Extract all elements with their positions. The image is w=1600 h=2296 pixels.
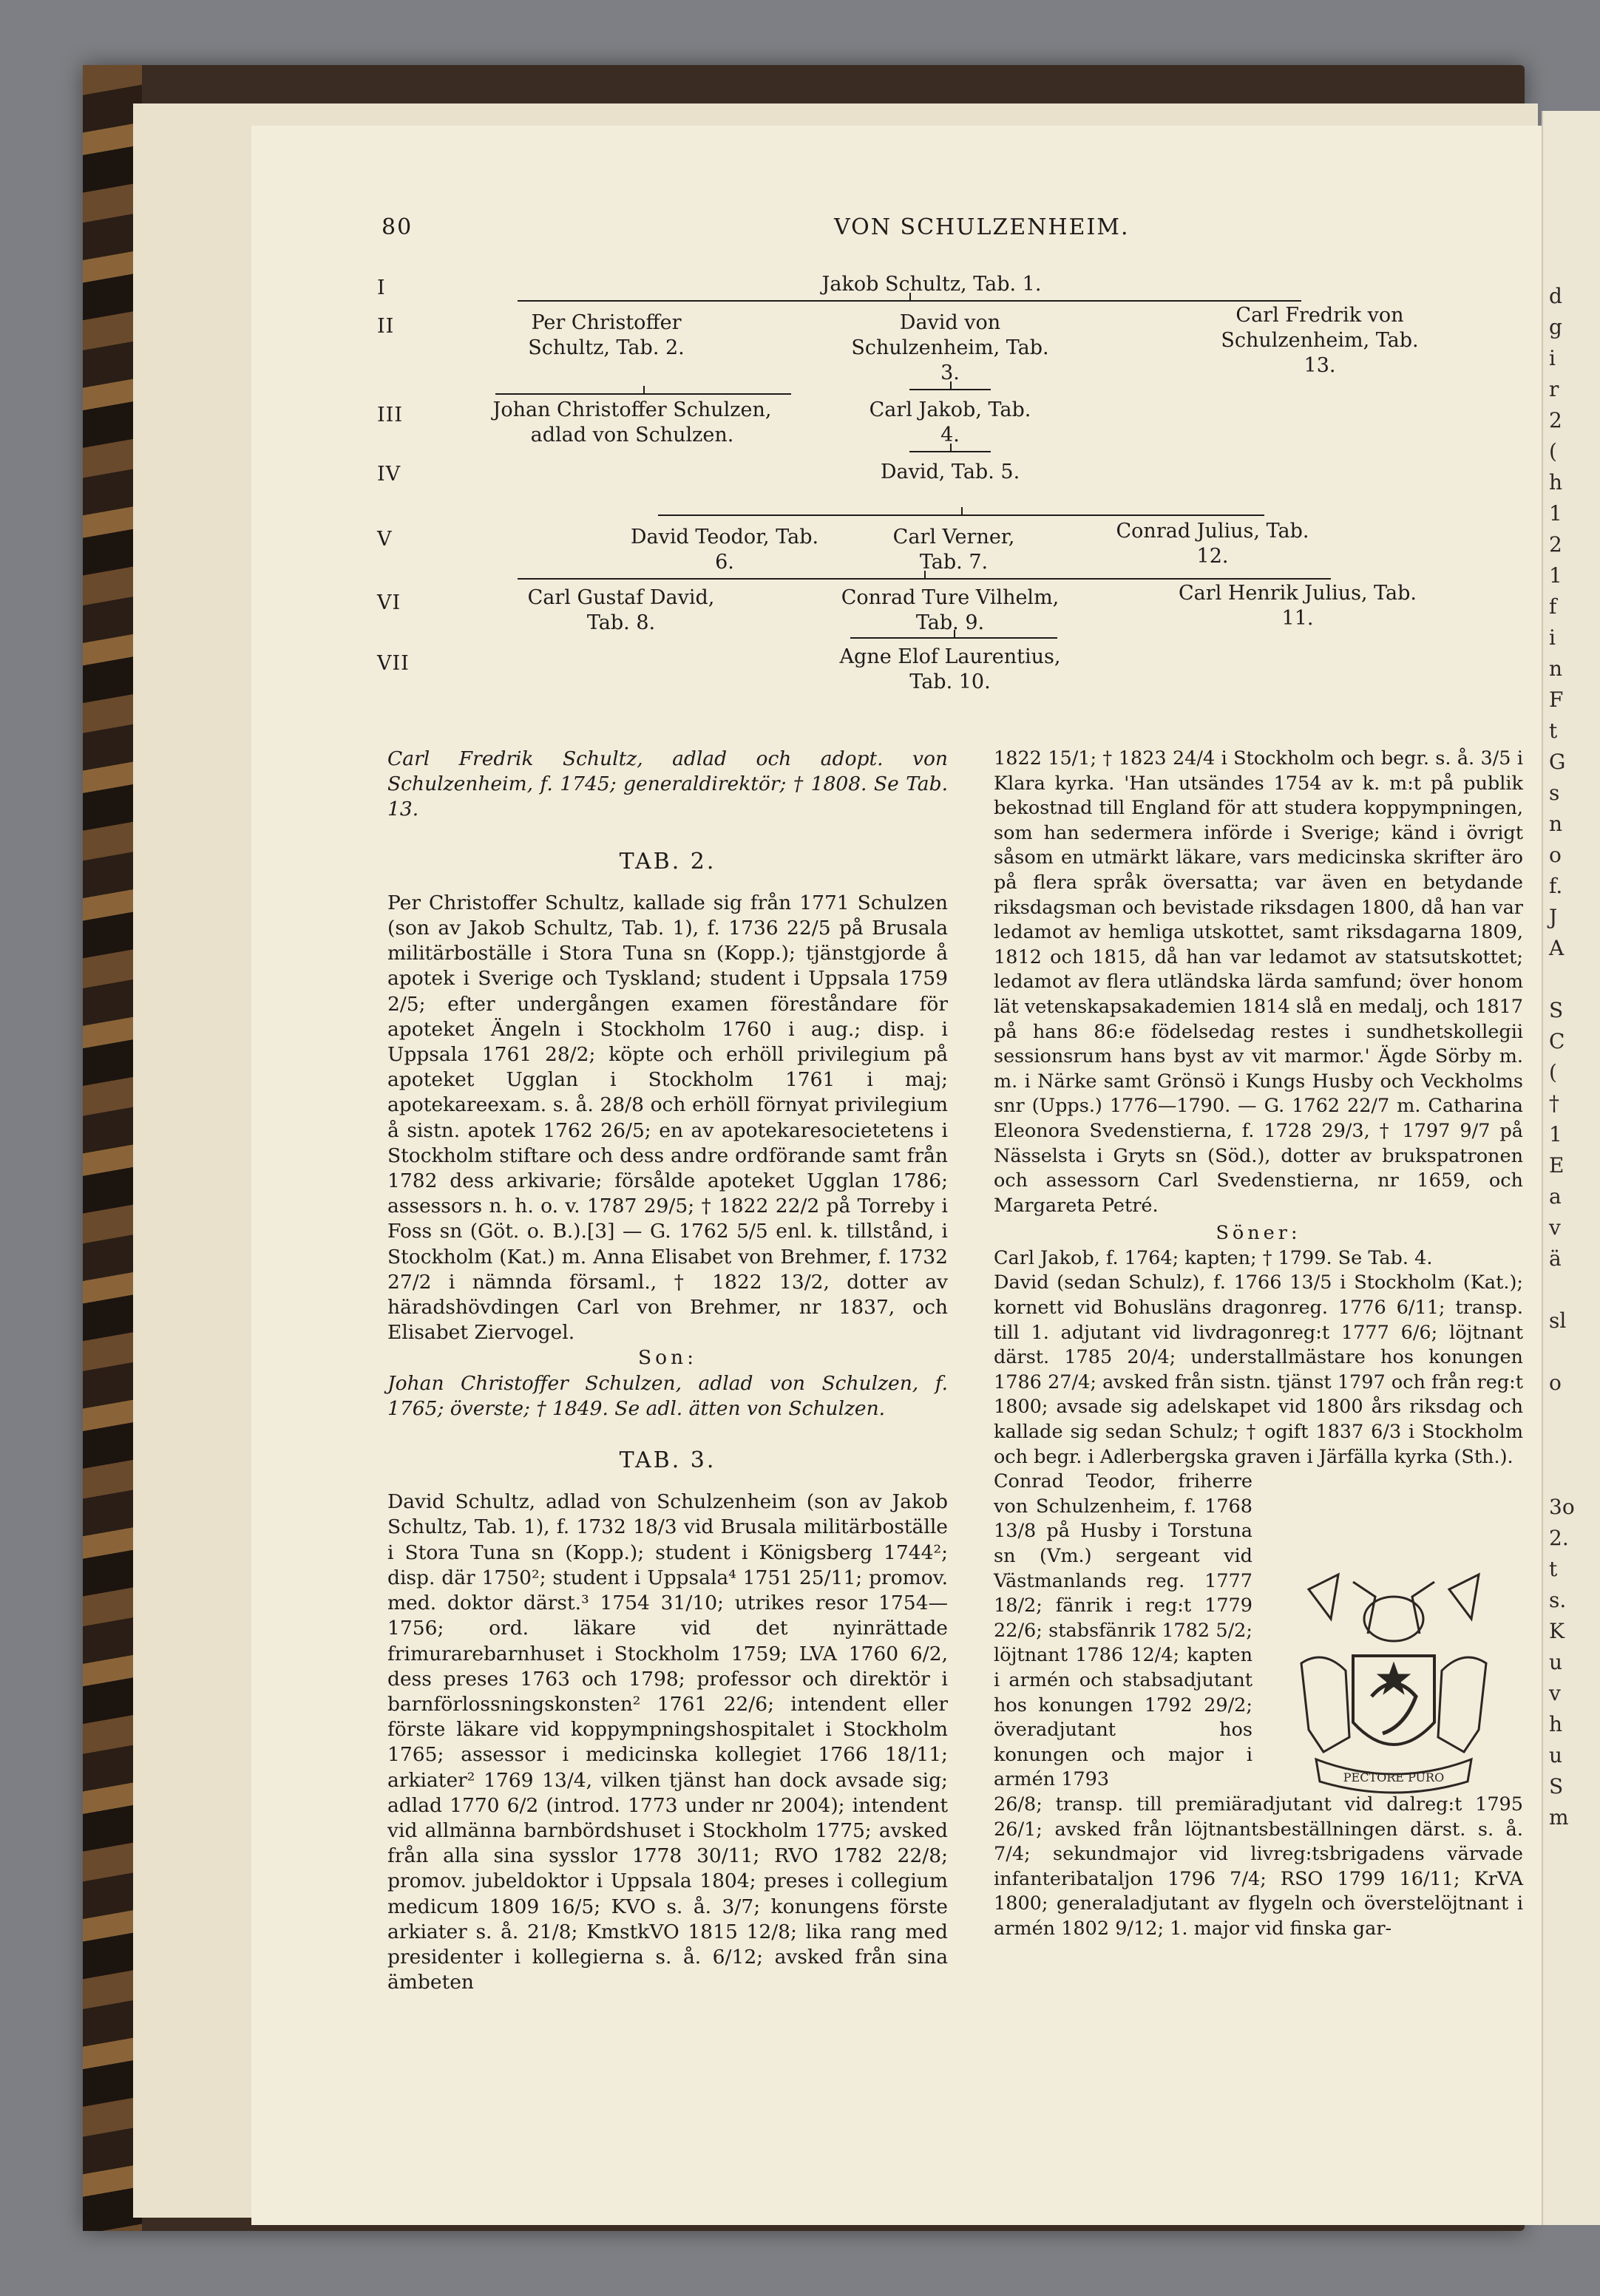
next-page-fragment: sl	[1549, 1308, 1567, 1333]
next-page-fragment: 1	[1549, 1122, 1562, 1147]
next-page-fragment: h	[1549, 470, 1563, 495]
gen-1: I	[377, 276, 386, 299]
intro-paragraph: Carl Fredrik Schultz, adlad och adopt. von Schulzenheim, f. 1745; generaldirektör; † 1808. Se Tab. 13.	[387, 747, 948, 821]
next-page-fragment: h	[1549, 1712, 1563, 1736]
next-page-fragment: 1	[1549, 563, 1562, 588]
next-page-fragment	[1543, 964, 1600, 995]
next-page-fragment: C	[1549, 1029, 1565, 1053]
next-page-fragment: t	[1549, 1557, 1558, 1581]
node-carl-gustaf: Carl Gustaf David, Tab. 8.	[527, 586, 715, 634]
gen-5: V	[377, 528, 393, 551]
next-page-fragment: 1	[1549, 501, 1562, 526]
tab3-heading: TAB. 3.	[619, 1447, 716, 1474]
next-page-fragment: (	[1549, 1060, 1557, 1084]
gen-6: VI	[377, 591, 401, 614]
next-page-fragment: m	[1549, 1805, 1569, 1830]
next-page-fragment: ä	[1549, 1246, 1562, 1271]
next-page-fragment: G	[1549, 750, 1566, 774]
node-carl-fredrik: Carl Fredrik von Schulzenheim, Tab. 13.	[1221, 304, 1419, 377]
next-page-fragment: d	[1549, 284, 1562, 308]
node-carl-jakob: Carl Jakob, Tab. 4.	[869, 398, 1031, 446]
next-page-fragment: u	[1549, 1650, 1563, 1674]
next-page-fragment: S	[1549, 1774, 1564, 1799]
next-page-fragment: 3o	[1549, 1495, 1575, 1519]
next-page-edge	[1542, 111, 1600, 2225]
next-page-fragment: a	[1549, 1184, 1562, 1209]
next-page-fragment: A	[1549, 936, 1565, 960]
next-page-fragment: v	[1549, 1215, 1561, 1240]
next-page-fragment: 2	[1549, 408, 1562, 432]
next-page-fragment: 2	[1549, 532, 1562, 557]
node-johan: Johan Christoffer Schulzen, adlad von Schulzen.	[492, 398, 772, 446]
next-page-fragment: f.	[1549, 874, 1563, 898]
next-page-fragment: v	[1549, 1681, 1561, 1705]
node-per: Per Christoffer Schultz, Tab. 2.	[528, 311, 685, 359]
node-jakob: Jakob Schultz, Tab. 1.	[821, 273, 1042, 296]
coat-of-arms-motto: PECTORE PURO	[1343, 1770, 1445, 1784]
next-page-fragment: n	[1549, 812, 1563, 836]
gen-3: III	[377, 404, 403, 427]
gen-2: II	[377, 315, 395, 338]
gen-7: VII	[377, 652, 410, 675]
node-david: David von Schulzenheim, Tab. 3.	[851, 311, 1049, 384]
next-page-fragment: o	[1549, 1371, 1562, 1395]
next-page-fragment: i	[1549, 346, 1556, 370]
next-page-fragment: F	[1549, 687, 1564, 712]
next-page-fragment: †	[1549, 1091, 1559, 1115]
tab3-paragraph: David Schultz, adlad von Schulzenheim (son av Jakob Schultz, Tab. 1), f. 1732 18/3 vid Brusala militärboställe i Stora Tuna sn (Kopp.); student i Königsberg 1744²; disp. där 1750²; student i Uppsala⁴ 1751 25/11; promov. med. doktor därst.³ 1754 31/10; utrikes resor 1754—1756; ord. läkare vid det nyinrättade frimurarebarnhuset i Stockholm 1759; LVA 1760 6/2, dess preses 1763 och 1798; professor och direktör i barnförlossningskonsten² 1761 22/6; intendent eller förste läkare vid koppympningshospitalet i Stockholm 1765; assessor i medicinska kollegiet 1766 18/11; arkiater² 1769 13/4, vilken tjänst han dock avsade sig; adlad 1770 6/2 (introd. 1773 under nr 2004); intendent vid allmänna barnbördshuset i Stockholm 1775; avsked från alla sina sysslor 1778 30/11; RVO 1782 22/8; promov. jubeldoktor i Uppsala 1804; preses i collegium medicum 1809 16/5; KVO s. å. 3/7; konungens förste arkiater s. å. 21/8; KmstkVO 1815 12/8; lika rang med presidenter i kollegierna s. å. 6/12; avsked från sina ämbeten	[387, 1490, 948, 1994]
next-page-fragment	[1543, 1399, 1600, 1430]
next-page-fragment: E	[1549, 1153, 1565, 1178]
son-carl-jakob: Carl Jakob, f. 1764; kapten; † 1799. Se Tab. 4.	[994, 1246, 1433, 1269]
node-carl-verner: Carl Verner, Tab. 7.	[892, 526, 1015, 574]
next-page-fragment	[1543, 1336, 1600, 1368]
next-page-fragment	[1543, 1430, 1600, 1461]
node-conrad-julius: Conrad Julius, Tab. 12.	[1116, 520, 1309, 568]
node-david-teodor: David Teodor, Tab. 6.	[630, 526, 819, 574]
next-page-fragment: K	[1549, 1619, 1565, 1643]
next-page-fragment: t	[1549, 719, 1558, 743]
next-page-fragment: g	[1549, 315, 1562, 339]
next-page-fragment: S	[1549, 998, 1564, 1022]
next-page-fragment: 2.	[1549, 1526, 1569, 1550]
gen-4: IV	[377, 463, 401, 486]
node-conrad-ture: Conrad Ture Vilhelm, Tab. 9.	[841, 586, 1060, 634]
next-page-fragment: n	[1549, 656, 1563, 681]
node-carl-henrik: Carl Henrik Julius, Tab. 11.	[1178, 582, 1417, 630]
next-page-fragment: (	[1549, 439, 1557, 463]
son-conrad-teodor-cont: 26/8; transp. till premiäradjutant vid dalreg:t 1795 26/1; avsked från löjtnantsbeställningen därst. s. å. 7/4; sekundmajor vid livreg:tsbrigadens värvade infanteribataljon 1796 7/4; RSO 1799 16/11; KrVA 1800; generaladjutant av flygeln och överstelöjtnant i armén 1802 9/12; 1. major vid finska gar-	[994, 1793, 1523, 1940]
next-page-fragment: f	[1549, 594, 1557, 619]
next-page-fragment	[1543, 1274, 1600, 1305]
next-page-fragment	[1543, 1461, 1600, 1492]
left-column	[387, 747, 948, 1995]
tab2-heading: TAB. 2.	[619, 848, 716, 874]
running-title: VON SCHULZENHEIM.	[834, 214, 1130, 240]
page-number: 80	[382, 214, 413, 240]
son-david: David (sedan Schulz), f. 1766 13/5 i Stockholm (Kat.); kornett vid Bohusläns dragonreg. 1776 6/11; transp. till 1. adjutant vid livdragonreg:t 1777 6/6; löjtnant därst. 1785 20/4; understallmästare hos konungen 1786 27/4; avsked från sistn. tjänst 1797 och från reg:t 1800; avsade sig adelskapet vid 1800 års riksdag och kallade sig sedan Schulz; † ogift 1837 6/3 i Stockholm och begr. i Adlerbergska graven i Järfälla kyrka (Sth.).	[994, 1271, 1523, 1468]
next-page-fragment: o	[1549, 843, 1562, 867]
next-page-fragment: J	[1549, 905, 1558, 929]
node-agne: Agne Elof Laurentius, Tab. 10.	[839, 645, 1061, 693]
next-page-fragment: s.	[1549, 1588, 1567, 1612]
next-page-fragment: i	[1549, 625, 1556, 650]
tab2-paragraph: Per Christoffer Schultz, kallade sig från 1771 Schulzen (son av Jakob Schultz, Tab. 1), f. 1736 22/5 på Brusala militärboställe i Stora Tuna sn (Kopp.); tjänstgjorde å apotek i Sverige och Tyskland; student i Uppsala 1759 2/5; efter undergången examen föreståndare för apoteket Ängeln i Stockholm 1760 i aug.; disp. i Uppsala 1761 28/2; köpte och erhöll privilegium på apoteket Ugglan i Stockholm 1761 i maj; apotekareexam. s. å. 28/8 och erhöll förnyat privilegium å sistn. apotek 1762 26/5; en av apotekaresocietetens i Stockholm stiftare och dess andre ordförande samt från 1782 dess arkivarie; försålde apoteket Ugglan 1786; assessors n. h. o. v. 1787 29/5; † 1822 22/2 på Torreby i Foss sn (Göt. o. B.).[3] — G. 1762 5/5 enl. k. tillstånd, i Stockholm (Kat.) m. Anna Elisabet von Brehmer, f. 1732 27/2 i nämnda församl., † 1822 13/2, dotter av häradshövdingen Carl von Brehmer, nr 1837, och Elisabet Ziervogel.	[387, 891, 948, 1345]
next-page-fragment: s	[1549, 781, 1560, 805]
son-entry: Johan Christoffer Schulzen, adlad von Schulzen, f. 1765; överste; † 1849. Se adl. ätten von Schulzen.	[387, 1371, 948, 1420]
next-page-fragment: r	[1549, 377, 1559, 401]
next-page-fragment: u	[1549, 1743, 1563, 1767]
soner-label: Söner:	[1216, 1222, 1301, 1245]
son-conrad-teodor: Conrad Teodor, friherre von Schulzenheim, f. 1768 13/8 på Husby i Torstuna sn (Vm.) sergeant vid Västmanlands reg. 1777 18/2; fänrik i reg:t 1779 22/6; stabsfänrik 1782 5/2; löjtnant 1786 12/4; kapten i armén och stabsadjutant hos konungen 1792 29/2; överadjutant hos konungen och major i armén 1793	[994, 1470, 1252, 1791]
coat-of-arms-image	[1279, 1567, 1508, 1804]
node-david4: David, Tab. 5.	[880, 461, 1020, 483]
son-label: Son:	[637, 1346, 698, 1370]
right-paragraph: 1822 15/1; † 1823 24/4 i Stockholm och begr. s. å. 3/5 i Klara kyrka. 'Han utsändes 1754 av k. m:t på publik bekostnad till England för att studera koppympningen, som han sedermera införde i Sverige; känd i övrigt såsom en utmärkt läkare, vars medicinska skrifter äro på flera språk översatta; var även en betydande riksdagsman och bevistade riksdagen 1800, då han var ledamot av hemliga utskottet, samt riksdagarna 1809, 1812 och 1815, då han var ledamot av statsutskottet; ledamot av flera utländska lärda samfund; över honom lät vetenskapsakademien 1814 slå en medalj, och 1817 på hans 86:e födelsedag restes i sundhetskollegii sessionsrum hans byst av vit marmor.' Ägde Sörby m. m. i Närke samt Grönsö i Kungs Husby och Veckholms snr (Upps.) 1776—1790. — G. 1762 22/7 m. Catharina Eleonora Svedenstierna, f. 1728 29/3, † 1797 9/7 på Nässelsta i Gryts sn (Söd.), dotter av brukspatronen och assessorn Carl Svedenstierna, nr 1659, och Margareta Petré.	[994, 747, 1523, 1217]
family-tree	[377, 266, 1434, 710]
